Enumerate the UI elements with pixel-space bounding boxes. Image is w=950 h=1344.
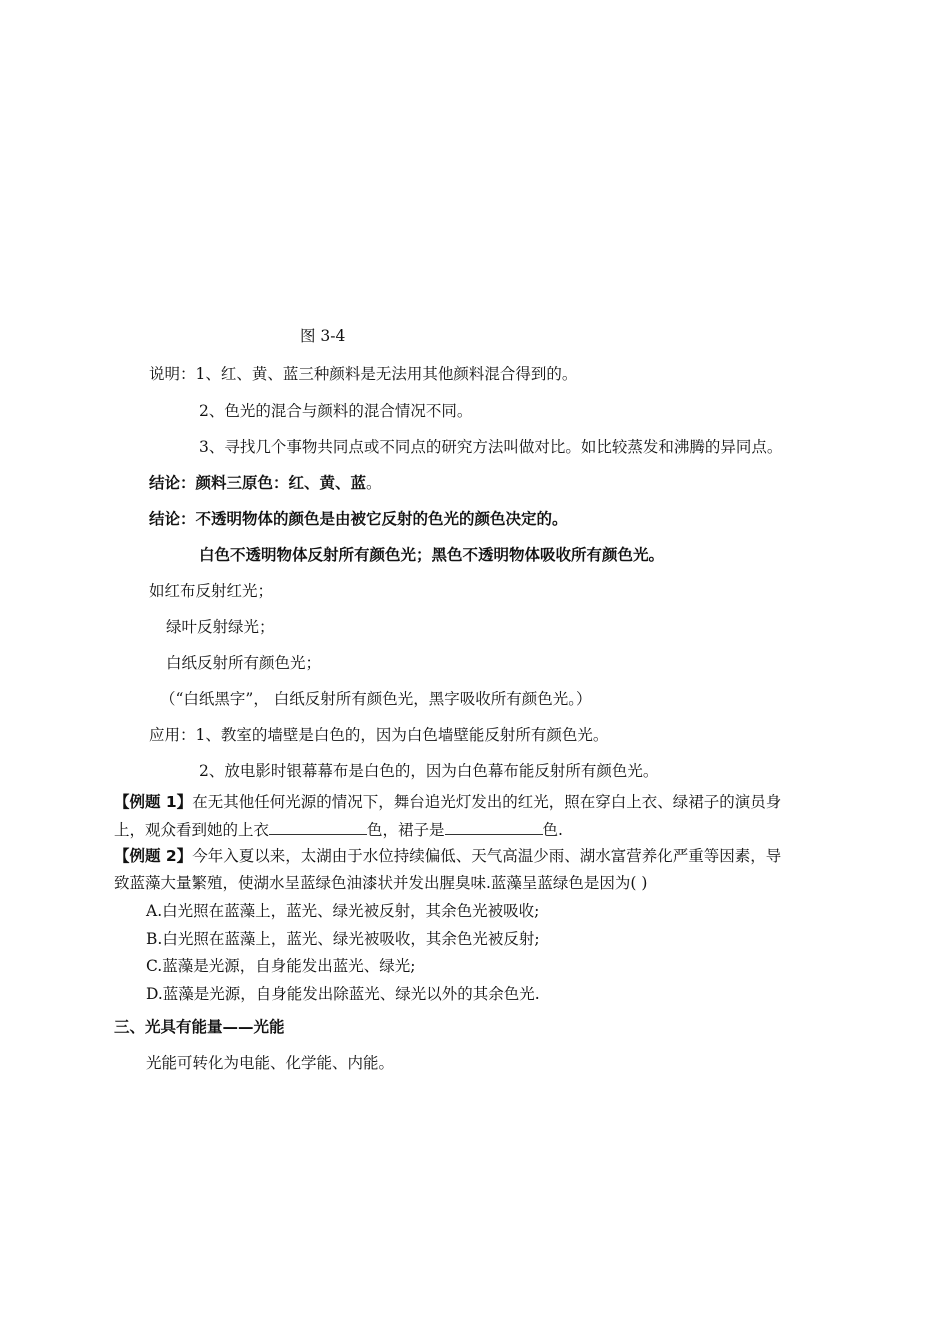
example1-text-c: 色. — [542, 821, 563, 839]
conclusion-detail: 白色不透明物体反射所有颜色光；黑色不透明物体吸收所有颜色光。 — [199, 546, 665, 564]
example2-option-c: C.蓝藻是光源，自身能发出蓝光、绿光; — [146, 957, 416, 975]
example-red-cloth: 如红布反射红光； — [149, 582, 274, 600]
note-label: 说明： — [149, 365, 196, 383]
example-white-paper: 白纸反射所有颜色光； — [166, 654, 322, 672]
application-item-1: 1、教室的墙壁是白色的，因为白色墙壁能反射所有颜色光。 — [195, 726, 609, 744]
figure-caption: 图 3-4 — [300, 327, 346, 345]
note-line-3: 3、寻找几个事物共同点或不同点的研究方法叫做对比。如比较蒸发和沸腾的异同点。 — [199, 438, 783, 456]
answer-blank-shirt[interactable] — [269, 819, 367, 835]
example1-tag: 【例题 1】 — [114, 793, 193, 811]
note-line-2: 2、色光的混合与颜料的混合情况不同。 — [199, 402, 473, 420]
example2-line-2: 致蓝藻大量繁殖，使湖水呈蓝绿色油漆状并发出腥臭味.蓝藻呈蓝绿色是因为( ) — [114, 874, 648, 892]
conclusion-text: 颜料三原色：红、黄、蓝 — [195, 474, 367, 492]
example2-option-d: D.蓝藻是光源，自身能发出除蓝光、绿光以外的其余色光. — [146, 985, 540, 1003]
example1-line-1 — [114, 792, 781, 812]
example2-line-1 — [114, 846, 781, 866]
application-line-2: 2、放电影时银幕幕布是白色的，因为白色幕布能反射所有颜色光。 — [199, 762, 659, 780]
example1-question: 在无其他任何光源的情况下，舞台追光灯发出的红光，照在穿白上衣、绿裙子的演员身 — [192, 793, 782, 811]
application-label: 应用： — [149, 726, 196, 744]
example1-line-2 — [114, 819, 563, 840]
answer-blank-skirt[interactable] — [445, 819, 543, 835]
section3-heading: 三、光具有能量——光能 — [114, 1018, 285, 1036]
section3-text: 光能可转化为电能、化学能、内能。 — [146, 1054, 395, 1072]
example-white-paper-black-text: （“白纸黑字”， 白纸反射所有颜色光，黑字吸收所有颜色光。） — [160, 690, 592, 708]
note-item-1: 1、红、黄、蓝三种颜料是无法用其他颜料混合得到的。 — [195, 365, 578, 383]
example-green-leaf: 绿叶反射绿光； — [166, 618, 275, 636]
application-line-1 — [149, 725, 608, 745]
conclusion-text: 不透明物体的颜色是由被它反射的色光的颜色决定的。 — [195, 510, 568, 528]
conclusion-label: 结论： — [149, 474, 196, 492]
note-line-1 — [149, 364, 577, 384]
example2-option-b: B.白光照在蓝藻上，蓝光、绿光被吸收，其余色光被反射; — [146, 930, 540, 948]
example1-text-a: 上，观众看到她的上衣 — [114, 821, 270, 839]
example1-text-b: 色，裙子是 — [367, 821, 445, 839]
example2-option-a: A.白光照在蓝藻上，蓝光、绿光被反射，其余色光被吸收; — [146, 902, 540, 920]
conclusion-1 — [149, 473, 382, 493]
conclusion-2 — [149, 509, 568, 529]
conclusion-tail: 。 — [366, 474, 382, 492]
example2-question: 今年入夏以来，太湖由于水位持续偏低、天气高温少雨、湖水富营养化严重等因素，导 — [192, 847, 782, 865]
example2-tag: 【例题 2】 — [114, 847, 193, 865]
conclusion-label: 结论： — [149, 510, 196, 528]
